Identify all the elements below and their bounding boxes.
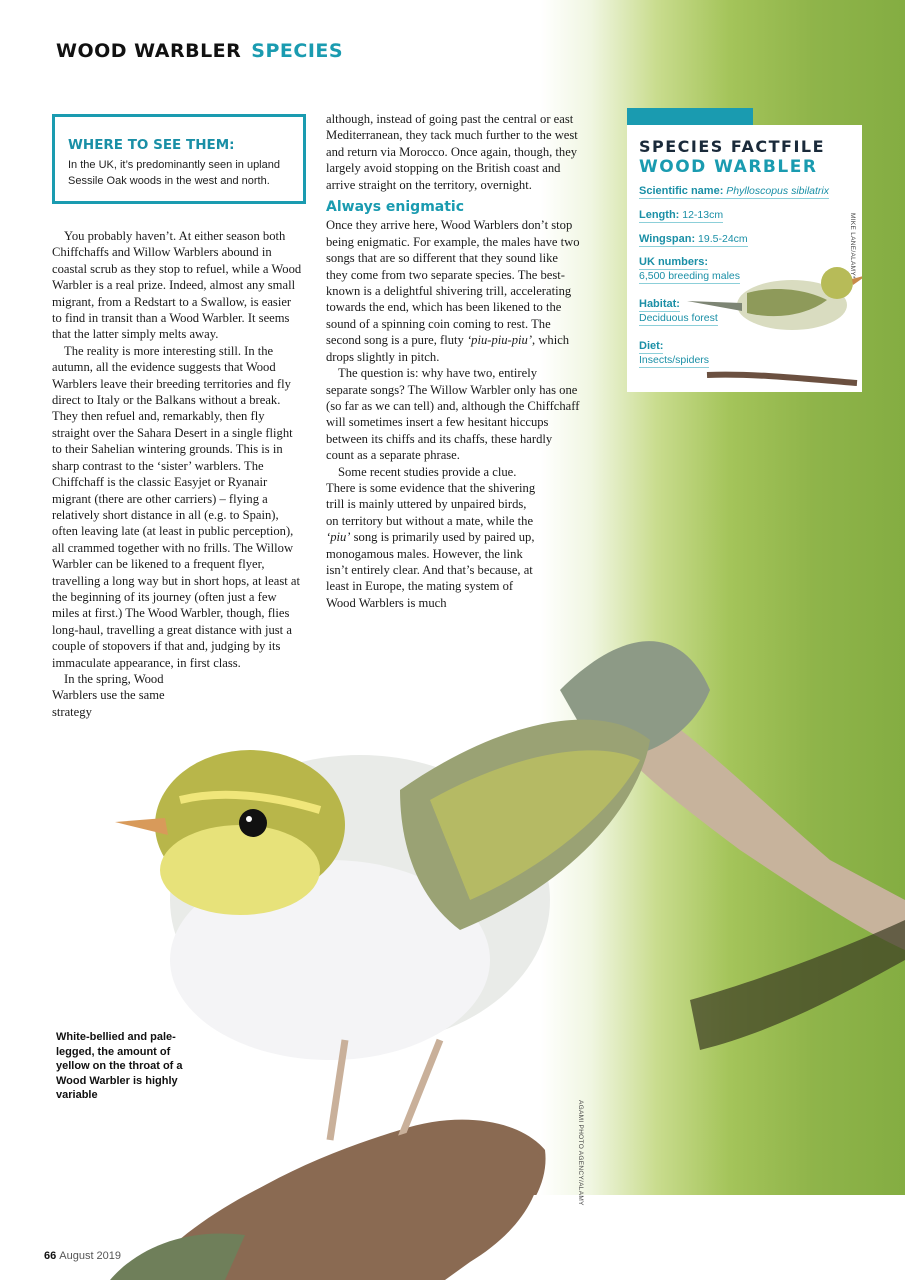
where-to-see-box: [52, 114, 306, 204]
factfile-length: Length: 12-13cm: [639, 209, 724, 221]
species-factfile: [627, 125, 862, 392]
col1-paragraph: You probably haven’t. At either season both Chiffchaffs and Willow Warblers abound in coastal scrub as they stop to refuel, while a Wood Warbler is a real prize. Indeed, almost any small migrant, from a Redstart to a Swallow, is easier to find in transit than a Wood Warbler. It seems that the latter simply melts away.: [52, 229, 302, 342]
factfile-uk-numbers: UK numbers: 6,500 breeding males: [639, 256, 740, 282]
where-box-title: WHERE TO SEE THEM:: [68, 137, 235, 153]
factfile-branch: [707, 375, 857, 383]
page-folio: [44, 1250, 121, 1262]
header-section: SPECIES: [251, 40, 344, 62]
page-header: [56, 40, 343, 62]
where-box-body: In the UK, it’s predominantly seen in upland Sessile Oak woods in the west and north.: [68, 159, 280, 187]
header-title: WOOD WARBLER: [56, 40, 242, 62]
factfile-bird-image: [687, 265, 862, 390]
col2-lead: although, instead of going past the central or east Mediterranean, they tack much further to the west and return via Morocco. Once again, though, they largely avoid stopping on the British coast and arrive straight on the territory, overnight.: [326, 112, 578, 192]
col1-paragraph: In the spring, Wood Warblers use the same strategy: [52, 671, 165, 719]
factfile-scientific: Scientific name: Phylloscopus sibilatrix: [639, 185, 829, 197]
photo-credit: AGAMI PHOTO AGENCY/ALAMY: [577, 1100, 584, 1206]
col2-paragraph: Some recent studies provide a clue. There is some evidence that the shivering trill is mainly uttered by unpaired birds, on territory but without a mate, while the ‘piu’ song is primarily used by paired up, monogamous males. However, the link isn’t entirely clear. And that’s because, at least in Europe, the mating system of Wood Warblers is much: [326, 464, 536, 610]
article-column-1: [52, 228, 302, 720]
factfile-diet: Diet: Insects/spiders: [639, 340, 710, 366]
article-column-2: [326, 111, 580, 611]
factfile-wingspan: Wingspan: 19.5-24cm: [639, 233, 748, 245]
col2-paragraph: The question is: why have two, entirely separate songs? The Willow Warbler only has one (so far as we can tell) and, although the Chiffchaff will sometimes insert a few hesitant hiccups between its chiffs and its chaffs, these hardly count as a separate phrase.: [326, 366, 580, 463]
page-number: 66: [44, 1250, 57, 1262]
factfile-title: SPECIES FACTFILE: [639, 137, 826, 156]
factfile-tab: [627, 108, 753, 126]
col1-paragraph: The reality is more interesting still. In the autumn, all the evidence suggests that Wood Warblers leave their breeding territories and fly direct to Italy or the Balkans without a break. They then refuel and, remarkably, then fly straight over the Sahara Desert in a single flight to their Sahelian wintering grounds. This is in sharp contrast to the ‘sister’ warblers. The Chiffchaff is the classic Easyjet or Ryanair migrant (there are other carriers) – flying a relatively short distance in all (e.g. to Spain), often leaving late (at least in public perception), all crammed together with no frills. The Willow Warbler can be likened to a frequent flyer, travelling a long way but in short hops, at least at the beginning of its journey (often just a few miles at first.) The Wood Warbler, though, flies long-haul, travelling a great distance with just a couple of stopovers if that and, judging by its immaculate appearance, in first class.: [52, 343, 300, 670]
issue-date: August 2019: [59, 1250, 122, 1262]
factfile-photo-credit: MIKE LANE/ALAMY*: [849, 213, 856, 279]
subheading: Always enigmatic: [326, 199, 465, 216]
factfile-habitat: Habitat: Deciduous forest: [639, 298, 718, 324]
photo-caption: White-bellied and pale-legged, the amount of yellow on the throat of a Wood Warbler is highly variable: [56, 1031, 183, 1101]
col2-paragraph: Once they arrive here, Wood Warblers don’t stop being enigmatic. For example, the males have two songs that are so different that they sound like they come from two separate species. The best-known is a delightful shivering trill, accelerating towards the end, which has been likened to the sound of a spinning coin coming to rest. The second song is a pure, fluty ‘piu-piu-piu’, which drops slightly in pitch.: [326, 218, 580, 364]
factfile-species: WOOD WARBLER: [639, 157, 818, 177]
